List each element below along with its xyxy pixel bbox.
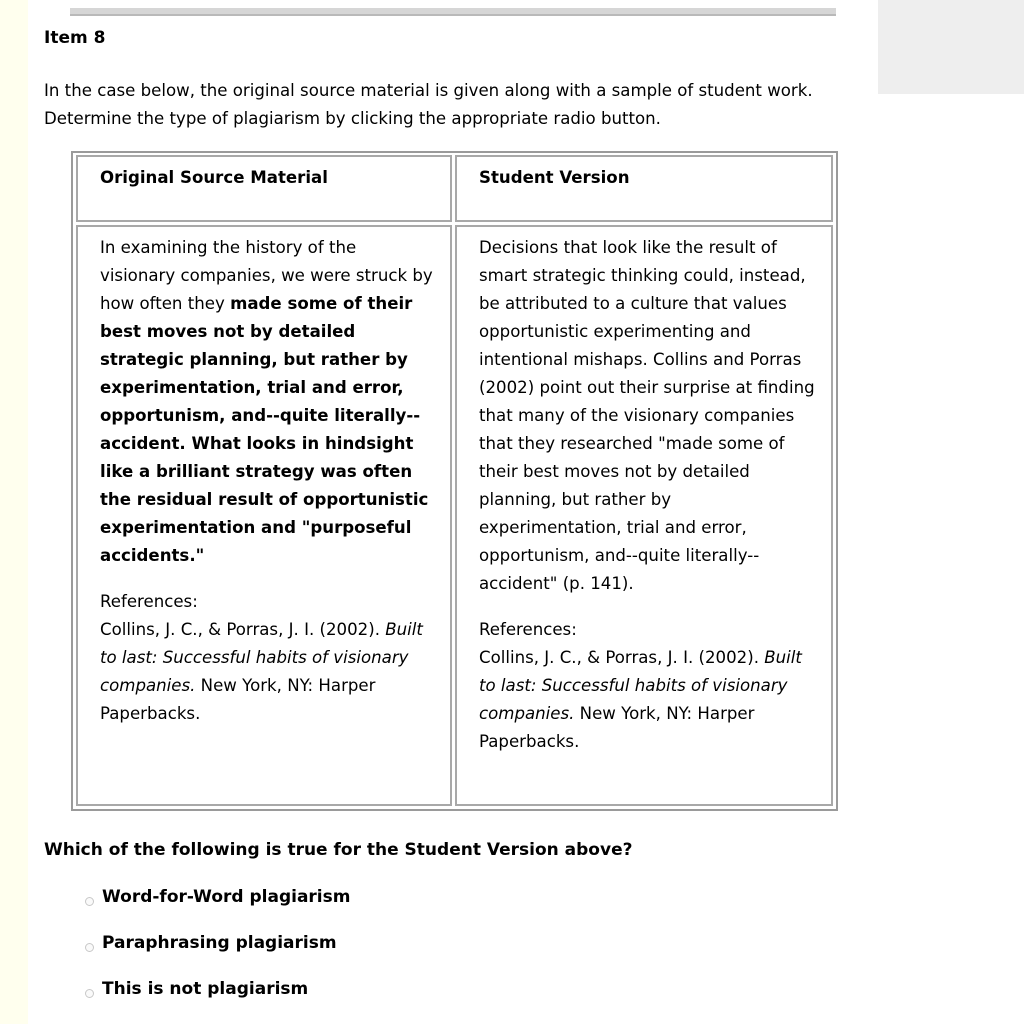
left-margin-strip [0, 0, 28, 1024]
student-version-header: Student Version [479, 168, 630, 187]
reference-citation [100, 616, 436, 728]
student-version-body [479, 234, 817, 756]
reference-authors: Collins, J. C., & Porras, J. I. (2002). [100, 620, 380, 639]
option-label[interactable]: Paraphrasing plagiarism [102, 933, 337, 953]
original-intro-text: In examining the history of the visionary companies, we were struck by how often they [100, 238, 433, 313]
original-source-body [100, 234, 436, 728]
option-label[interactable]: Word-for-Word plagiarism [102, 887, 351, 907]
original-references [100, 588, 436, 728]
student-references [479, 616, 817, 756]
radio-word-for-word[interactable] [85, 897, 94, 906]
option-not-plagiarism[interactable] [85, 978, 308, 1000]
student-version-cell [455, 225, 833, 806]
comparison-table [71, 151, 838, 811]
instructions-text: In the case below, the original source material is given along with a sample of student work. Determine the type of plagiarism by clicking the appropriate radio button. [44, 81, 813, 128]
reference-title: Built to last: Successful habits of visionary companies. [100, 620, 423, 695]
student-text: Decisions that look like the result of smart strategic thinking could, instead, be attributed to a culture that values opportunistic experimenting and intentional mishaps. Collins and Porras (2002) point out their surprise at finding that many of the visionary companies that they researched "made some of their best moves not by detailed planning, but rather by experimentation, trial and error, opportunism, and--quite literally--accident" (p. 141). [479, 238, 815, 593]
original-header-cell [76, 155, 452, 222]
original-source-cell [76, 225, 452, 806]
reference-authors: Collins, J. C., & Porras, J. I. (2002). [479, 648, 759, 667]
item-title: Item 8 [44, 28, 106, 48]
option-paraphrasing[interactable] [85, 932, 337, 954]
reference-citation [479, 644, 817, 756]
original-bold-quote: made some of their best moves not by detailed strategic planning, but rather by experimentation, trial and error, opportunism, and--quite literally--accident. What looks in hindsight like a brilliant strategy was often the residual result of opportunistic experimentation and "purposeful accidents." [100, 294, 429, 565]
option-label[interactable]: This is not plagiarism [102, 979, 309, 999]
reference-publisher: New York, NY: Harper Paperbacks. [100, 676, 376, 723]
question-text: Which of the following is true for the Student Version above? [44, 840, 633, 860]
references-label: References: [100, 592, 198, 611]
top-divider [70, 0, 836, 16]
right-side-panel [878, 0, 1024, 94]
radio-paraphrasing[interactable] [85, 943, 94, 952]
reference-publisher: New York, NY: Harper Paperbacks. [479, 704, 755, 751]
original-source-header: Original Source Material [100, 168, 328, 187]
radio-not-plagiarism[interactable] [85, 989, 94, 998]
option-word-for-word[interactable] [85, 886, 350, 908]
student-header-cell [455, 155, 833, 222]
references-label: References: [479, 620, 577, 639]
reference-title: Built to last: Successful habits of visionary companies. [479, 648, 802, 723]
